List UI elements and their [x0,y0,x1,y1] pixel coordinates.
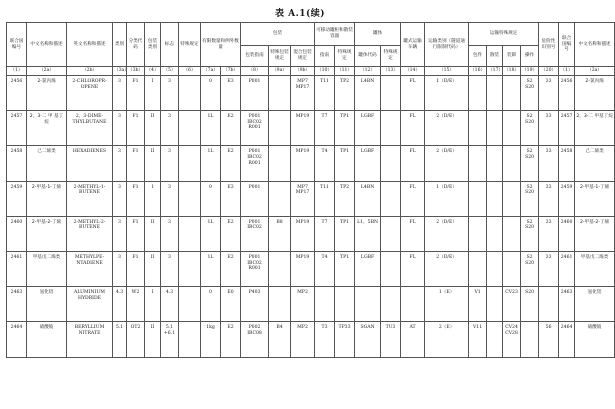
column-number: （14） [401,67,425,76]
cell-vehicle-tank: FL [401,76,425,111]
table-row [7,146,615,181]
header-en-name: 英文名称和描述 [67,23,113,67]
cell-mixed-packing: MP2 [291,287,315,322]
cell-un-no-right: 2460 [559,216,575,251]
header-ts-packages: 包件 [469,46,487,67]
header-classification-code: 分类代码 [127,23,145,67]
header-cn-name-right: 中文名称和描述 [575,23,615,67]
table-row [7,251,615,286]
cell-pt-instructions: T3 [315,322,335,357]
cell-tank-special [381,251,401,286]
cell-ts-loading: CV24 CV28 [503,322,521,357]
cell-packing-instructions: P001 IBC02 [241,216,269,251]
column-number: （7a） [201,67,221,76]
cell-special-packing [269,251,291,286]
cell-classification-code: OT2 [127,322,145,357]
cell-excepted-quantity: E3 [221,181,241,216]
cell-un-no: 2459 [7,181,27,216]
header-special-provisions: 特殊规定 [179,23,201,67]
cell-ts-operation: S2 S20 [521,216,539,251]
cell-cn-name-right: 甲基戊二烯类 [575,251,615,286]
cell-transport-category: 2（D/E） [425,111,469,146]
cell-cn-name: 2-甲基-1-丁烯 [27,181,67,216]
cell-transport-category: 1（D/E） [425,76,469,111]
dangerous-goods-table [6,22,615,358]
cell-en-name: ALUMINIUM HYDRIDE [67,287,113,322]
cell-un-no: 2464 [7,322,27,357]
cell-ts-packages [469,181,487,216]
cell-packing-group: I [145,287,161,322]
cell-cn-name: 2-氯丙烯 [27,76,67,111]
cell-limited-quantity: 0 [201,181,221,216]
table-title: 表 A.1(续) [274,9,326,19]
cell-vehicle-tank [401,287,425,322]
cell-ts-packages [469,146,487,181]
column-number: （2b） [67,67,113,76]
column-number: （19） [521,67,539,76]
cell-hazard-id: 33 [539,251,559,286]
cell-class: 3 [113,146,127,181]
cell-special-provisions [179,146,201,181]
cell-hazard-id: 33 [539,216,559,251]
cell-special-packing [269,76,291,111]
column-number: （17） [487,67,503,76]
cell-classification-code: F1 [127,251,145,286]
column-number: （13） [381,67,401,76]
cell-tank-special [381,111,401,146]
cell-class: 5.1 [113,322,127,357]
cell-transport-category: 1（D/E） [425,181,469,216]
cell-classification-code: F1 [127,181,145,216]
header-transport-category: 运输类别（隧道通行限制代码） [425,23,469,67]
cell-transport-category: 2（D/E） [425,146,469,181]
column-number: （10） [315,67,335,76]
cell-cn-name: 己二烯类 [27,146,67,181]
cell-vehicle-tank: AT [401,322,425,357]
header-special-packing: 特殊包装规定 [269,46,291,67]
cell-un-no-right: 2458 [559,146,575,181]
cell-special-packing [269,146,291,181]
cell-ts-operation: S20 [521,287,539,322]
cell-limited-quantity: 0 [201,287,221,322]
cell-ts-loading [503,111,521,146]
cell-en-name: 2，3-DIME-THYLBUTANE [67,111,113,146]
cell-cn-name-right: 氢化铝 [575,287,615,322]
cell-un-no: 2458 [7,146,27,181]
header-cn-name: 中文名称和描述 [27,23,67,67]
cell-un-no-right: 2457 [559,111,575,146]
cell-ts-operation: S2 S20 [521,146,539,181]
cell-pt-special: TP2 [335,181,355,216]
cell-labels: 5.1 +6.1 [161,322,179,357]
cell-ts-packages: V11 [469,322,487,357]
cell-cn-name-right: 硝酸铍 [575,322,615,357]
cell-special-packing [269,287,291,322]
header-labels: 标志 [161,23,179,67]
cell-transport-category: 2（E） [425,322,469,357]
cell-limited-quantity: 1L [201,111,221,146]
cell-vehicle-tank: FL [401,216,425,251]
cell-ts-operation: S2 S20 [521,181,539,216]
cell-ts-operation: S2 S20 [521,111,539,146]
cell-excepted-quantity: E2 [221,146,241,181]
cell-vehicle-tank: FL [401,251,425,286]
cell-un-no: 2463 [7,287,27,322]
cell-ts-loading [503,181,521,216]
cell-un-no: 2456 [7,76,27,111]
cell-hazard-id: 33 [539,76,559,111]
cell-pt-instructions: T4 [315,251,335,286]
cell-special-provisions [179,181,201,216]
header-ts-operation: 操作 [521,46,539,67]
cell-ts-bulk [487,287,503,322]
column-number: （9a） [269,67,291,76]
header-tanks: 罐体 [355,23,401,46]
column-number: （15） [425,67,469,76]
header-un-no-right: 联合国编号 [559,23,575,67]
cell-classification-code: F1 [127,216,145,251]
cell-en-name: 2-METHYL-2-BUTENE [67,216,113,251]
cell-special-provisions [179,76,201,111]
cell-ts-loading [503,216,521,251]
cell-ts-packages [469,251,487,286]
cell-cn-name-right: 2，3-二 甲基丁烷 [575,111,615,146]
header-pt-special: 特殊规定 [335,46,355,67]
column-number: （12） [355,67,381,76]
cell-special-provisions [179,111,201,146]
cell-tank-special: TU3 [381,322,401,357]
cell-pt-special: TP2 [335,76,355,111]
cell-limited-quantity: 1L [201,146,221,181]
header-packaging: 包装 [241,23,315,46]
header-tank-special: 特殊规定 [381,46,401,67]
cell-pt-instructions: T11 [315,76,335,111]
header-limited-excepted: 有限数量和例外数量 [201,23,241,67]
cell-ts-bulk [487,322,503,357]
cell-excepted-quantity: E3 [221,76,241,111]
cell-cn-name: 氢化铝 [27,287,67,322]
cell-limited-quantity: 1L [201,216,221,251]
column-number: （18） [503,67,521,76]
cell-packing-group: II [145,111,161,146]
cell-tank-code [355,287,381,322]
cell-hazard-id [539,287,559,322]
cell-tank-code: LGBF [355,251,381,286]
cell-hazard-id: 33 [539,181,559,216]
cell-vehicle-tank: FL [401,146,425,181]
column-number: （1） [7,67,27,76]
cell-special-packing [269,181,291,216]
cell-ts-operation [521,322,539,357]
column-number: （8） [241,67,269,76]
cell-classification-code: W2 [127,287,145,322]
header-portable-tanks: 可移动罐柜和散装容器 [315,23,355,46]
cell-ts-bulk [487,146,503,181]
cell-packing-instructions: P403 [241,287,269,322]
header-pt-instructions: 指南 [315,46,335,67]
cell-special-packing: B8 [269,216,291,251]
cell-ts-loading [503,146,521,181]
cell-mixed-packing: MP19 [291,146,315,181]
column-number: （3a） [113,67,127,76]
cell-mixed-packing: MP19 [291,251,315,286]
cell-un-no: 2460 [7,216,27,251]
cell-excepted-quantity: E2 [221,322,241,357]
cell-transport-category: 2（D/E） [425,251,469,286]
cell-mixed-packing: MP2 [291,322,315,357]
cell-pt-special: TP1 [335,251,355,286]
cell-labels: 3 [161,216,179,251]
column-number: （20） [539,67,559,76]
cell-cn-name-right: 2-氯丙烯 [575,76,615,111]
cell-packing-instructions: P001 [241,76,269,111]
cell-special-provisions [179,251,201,286]
header-hazard-id: 危险性识别号 [539,23,559,67]
cell-ts-bulk [487,216,503,251]
cell-pt-instructions: T4 [315,146,335,181]
cell-pt-instructions: T7 [315,111,335,146]
header-transport-special: 运输特殊规定 [469,23,539,46]
table-row [7,216,615,251]
cell-pt-special: TP1 [335,111,355,146]
header-class: 类别 [113,23,127,67]
cell-classification-code: F1 [127,76,145,111]
cell-ts-bulk [487,181,503,216]
cell-class: 3 [113,111,127,146]
cell-limited-quantity: 1kg [201,322,221,357]
table-body [7,76,615,358]
header-ts-bulk: 散装 [487,46,503,67]
cell-packing-group: II [145,216,161,251]
cell-en-name: HEXADIENES [67,146,113,181]
cell-excepted-quantity: E2 [221,216,241,251]
cell-cn-name: 2-甲基-2-丁烯 [27,216,67,251]
cell-cn-name: 甲基戊二烯类 [27,251,67,286]
column-number: （3b） [127,67,145,76]
cell-packing-group: II [145,146,161,181]
cell-tank-special [381,76,401,111]
cell-cn-name-right: 己二烯类 [575,146,615,181]
cell-packing-instructions: P001 IBC02 R001 [241,111,269,146]
cell-pt-special: TP1 [335,146,355,181]
header-vehicle-tank: 罐式运输车辆 [401,23,425,67]
cell-special-provisions [179,322,201,357]
cell-un-no-right: 2456 [559,76,575,111]
cell-hazard-id: 33 [539,111,559,146]
cell-ts-packages: V1 [469,287,487,322]
column-number: （2a） [27,67,67,76]
cell-tank-code: LGBF [355,146,381,181]
table-row [7,287,615,322]
cell-packing-instructions: P002 IBC08 [241,322,269,357]
header-tank-code: 罐体代码 [355,46,381,67]
cell-hazard-id: 33 [539,146,559,181]
cell-tank-special [381,146,401,181]
cell-en-name: BERYLLIUM NITRATE [67,322,113,357]
cell-un-no-right: 2461 [559,251,575,286]
cell-labels: 3 [161,251,179,286]
cell-tank-code: LGBF [355,111,381,146]
cell-labels: 3 [161,76,179,111]
cell-limited-quantity: 0 [201,76,221,111]
cell-un-no-right: 2459 [559,181,575,216]
cell-mixed-packing: MP7 MP17 [291,76,315,111]
cell-excepted-quantity: E0 [221,287,241,322]
cell-labels: 3 [161,111,179,146]
cell-cn-name: 2，3-二 甲 基丁烷 [27,111,67,146]
column-number: （5） [161,67,179,76]
cell-ts-loading: CV23 [503,287,521,322]
column-number: （9b） [291,67,315,76]
cell-special-provisions [179,216,201,251]
cell-mixed-packing: MP19 [291,216,315,251]
cell-cn-name-right: 2-甲基-1-丁烯 [575,181,615,216]
column-number: （4） [145,67,161,76]
cell-packing-instructions: P001 IBC02 R001 [241,146,269,181]
cell-class: 3 [113,216,127,251]
column-number: （11） [335,67,355,76]
cell-ts-bulk [487,251,503,286]
table-row [7,181,615,216]
cell-cn-name: 硝酸铍 [27,322,67,357]
cell-en-name: 2-METHYL-1-BUTENE [67,181,113,216]
cell-mixed-packing: MP19 [291,111,315,146]
cell-labels: 3 [161,146,179,181]
cell-packing-group: I [145,181,161,216]
cell-tank-special [381,287,401,322]
header-packing-instructions: 包装指南 [241,46,269,67]
cell-un-no: 2457 [7,111,27,146]
cell-un-no: 2461 [7,251,27,286]
header-packing-group: 包装类别 [145,23,161,67]
header-un-no: 联合国编号 [7,23,27,67]
cell-un-no-right: 2464 [559,322,575,357]
cell-class: 4.3 [113,287,127,322]
column-number: （1） [559,67,575,76]
cell-class: 3 [113,251,127,286]
cell-ts-bulk [487,76,503,111]
cell-tank-code: SGAN [355,322,381,357]
cell-hazard-id: 56 [539,322,559,357]
column-number: （6） [179,67,201,76]
cell-classification-code: F1 [127,111,145,146]
cell-special-provisions [179,287,201,322]
cell-packing-group: I [145,76,161,111]
cell-transport-category: 2（D/E） [425,216,469,251]
cell-vehicle-tank: FL [401,111,425,146]
cell-un-no-right: 2463 [559,287,575,322]
cell-ts-packages [469,76,487,111]
cell-pt-instructions: T11 [315,181,335,216]
cell-ts-loading [503,251,521,286]
column-number: （16） [469,67,487,76]
cell-en-name: 2-CHLOROPR-OPENE [67,76,113,111]
cell-class: 3 [113,76,127,111]
cell-pt-instructions [315,287,335,322]
cell-packing-group: II [145,322,161,357]
cell-pt-special: TP1 [335,216,355,251]
cell-class: 3 [113,181,127,216]
table-row [7,322,615,357]
cell-ts-bulk [487,111,503,146]
cell-classification-code: F1 [127,146,145,181]
cell-labels: 4.3 [161,287,179,322]
cell-tank-code: L4BN [355,76,381,111]
cell-tank-special [381,181,401,216]
cell-ts-packages [469,216,487,251]
cell-excepted-quantity: E2 [221,251,241,286]
cell-tank-code: L1，5BN [355,216,381,251]
cell-vehicle-tank: FL [401,181,425,216]
header-mixed-packing: 混合包装规定 [291,46,315,67]
cell-pt-instructions: T7 [315,216,335,251]
cell-tank-special [381,216,401,251]
cell-special-packing [269,111,291,146]
cell-ts-operation: S2 S20 [521,76,539,111]
cell-cn-name-right: 2-甲基-2-丁烯 [575,216,615,251]
cell-transport-category: 1（E） [425,287,469,322]
column-number: （7b） [221,67,241,76]
cell-packing-instructions: P001 IBC02 R001 [241,251,269,286]
cell-packing-group: II [145,251,161,286]
cell-en-name: METHYLPE-NTADIENE [67,251,113,286]
cell-labels: 3 [161,181,179,216]
cell-ts-loading [503,76,521,111]
cell-ts-packages [469,111,487,146]
table-row [7,76,615,111]
column-number: （2a） [575,67,615,76]
cell-tank-code: L4BN [355,181,381,216]
cell-limited-quantity: 1L [201,251,221,286]
header-ts-loading: 装卸 [503,46,521,67]
cell-packing-instructions: P001 [241,181,269,216]
cell-special-packing: B4 [269,322,291,357]
table-row [7,111,615,146]
cell-ts-operation: S2 S20 [521,251,539,286]
cell-mixed-packing: MP7 MP17 [291,181,315,216]
cell-pt-special [335,287,355,322]
cell-excepted-quantity: E2 [221,111,241,146]
cell-pt-special: TP33 [335,322,355,357]
